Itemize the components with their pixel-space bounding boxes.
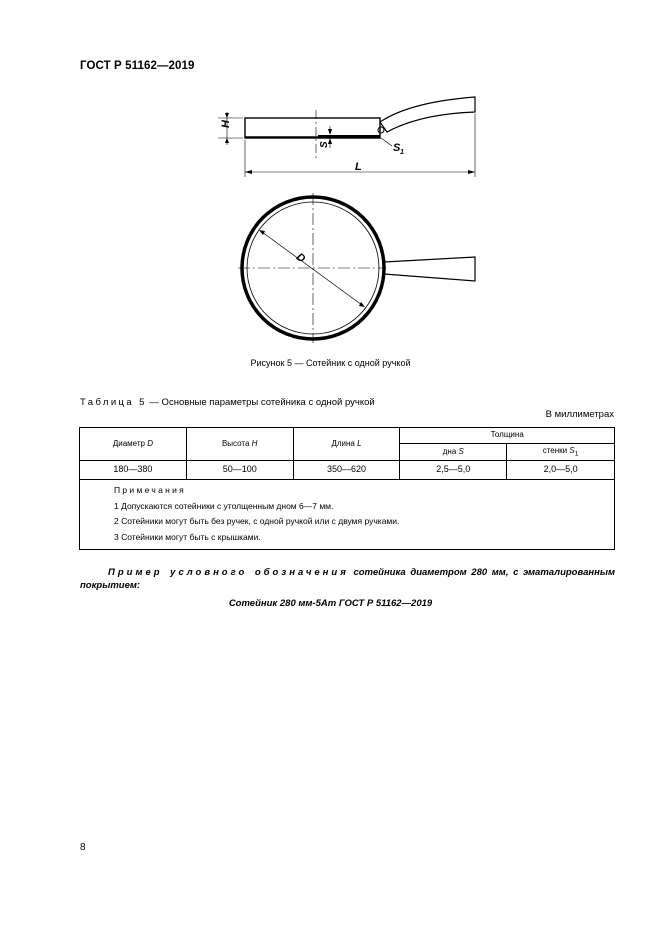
table-row bbox=[80, 461, 615, 480]
dimension-labels bbox=[220, 119, 404, 173]
label-d: D bbox=[293, 251, 308, 266]
cell-diameter: 180—380 bbox=[80, 461, 187, 480]
example-text: сотейника диаметром 280 мм, с эматалированным покрытием: bbox=[80, 567, 615, 591]
page-number: 8 bbox=[80, 842, 86, 853]
header-height: Высота H bbox=[186, 428, 293, 461]
example-designation: Сотейник 280 мм-5Ат ГОСТ Р 51162—2019 bbox=[228, 598, 433, 609]
document-header: ГОСТ Р 51162—2019 bbox=[80, 60, 195, 72]
header-wall: стенки $S_1$ bbox=[507, 444, 615, 461]
header-diameter: Диаметр D bbox=[80, 428, 187, 461]
label-l: L bbox=[355, 161, 362, 173]
cell-length: 350—620 bbox=[293, 461, 400, 480]
label-h: H bbox=[220, 120, 232, 128]
label-s: S bbox=[319, 141, 330, 148]
header-length: Длина L bbox=[293, 428, 400, 461]
table-caption-text: — Основные параметры сотейника с одной ручкой bbox=[146, 397, 375, 408]
dimension-arrows bbox=[225, 113, 475, 174]
notes-heading: Примечания bbox=[114, 485, 187, 495]
cell-wall: 2,0—5,0 bbox=[507, 461, 615, 480]
table-notes bbox=[80, 480, 615, 550]
figure-caption: Рисунок 5 — Сотейник с одной ручкой bbox=[250, 358, 411, 368]
note-2: 2 Сотейники могут быть без ручек, с одной ручкой или с двумя ручками. bbox=[114, 516, 400, 526]
label-s1: S bbox=[393, 142, 401, 154]
example-paragraph bbox=[80, 567, 615, 592]
side-view bbox=[218, 97, 475, 177]
cell-bottom: 2,5—5,0 bbox=[400, 461, 507, 480]
top-view bbox=[238, 193, 475, 343]
header-bottom: дна S bbox=[400, 444, 507, 461]
note-3: 3 Сотейники могут быть с крышками. bbox=[114, 531, 261, 542]
example-lead: Пример условного обозначения bbox=[108, 567, 349, 578]
label-s1-sub: 1 bbox=[400, 149, 404, 156]
table-caption bbox=[80, 397, 375, 408]
parameters-table bbox=[79, 427, 615, 550]
cell-height: 50—100 bbox=[186, 461, 293, 480]
figure-drawing bbox=[0, 0, 661, 380]
table-caption-prefix: Таблица 5 bbox=[80, 397, 147, 408]
header-thickness: Толщина bbox=[400, 428, 615, 444]
note-1: 1 Допускаются сотейники с утолщенным дном 6—7 мм. bbox=[114, 500, 334, 511]
table-units: В миллиметрах bbox=[545, 409, 614, 420]
